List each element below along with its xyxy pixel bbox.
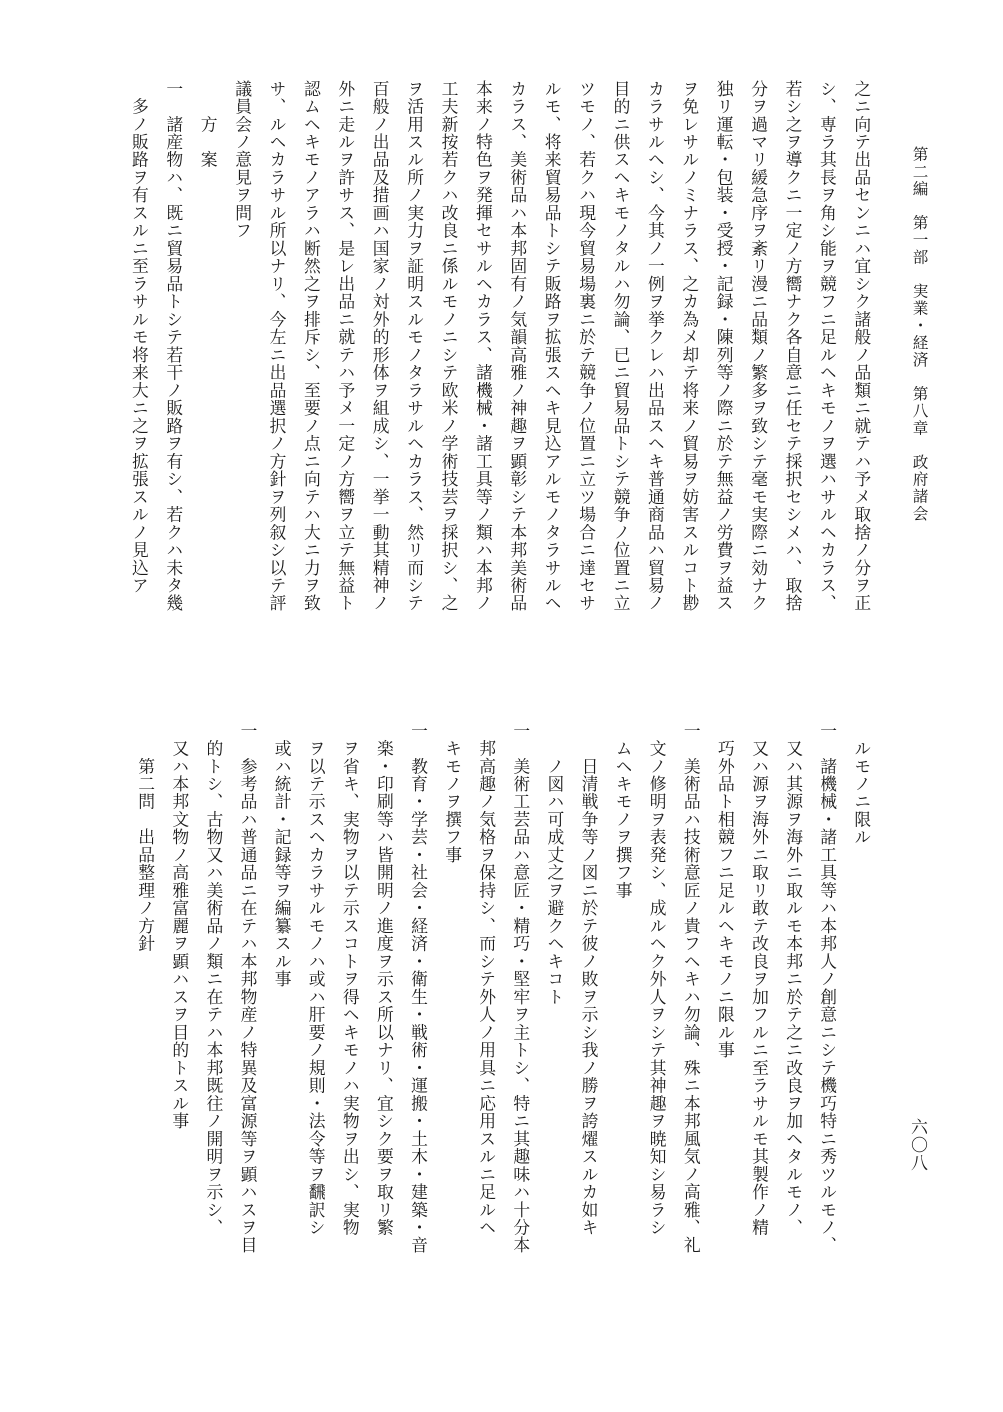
page-number: 六〇八 bbox=[907, 1118, 927, 1172]
text-column: 楽・印刷等ハ皆開明ノ進度ヲ示ス所以ナリ、宜シク要ヲ取リ繁 bbox=[374, 722, 395, 1237]
text-column: 独リ運転・包装・受授・記録・陳列等ノ際ニ於テ無益ノ労費ヲ益ス bbox=[714, 80, 735, 613]
text-column: 一 美術工芸品ハ意匠・精巧・堅牢ヲ主トシ、特ニ其趣味ハ十分本 bbox=[510, 722, 531, 1255]
text-column: 或ハ統計・記録等ヲ編纂スル事 bbox=[272, 722, 293, 989]
page-header: 第二編 第一部 実業・経済 第八章 政府諸会 bbox=[910, 146, 929, 523]
text-column: 方 案 bbox=[198, 80, 219, 169]
text-column: 議員会ノ意見ヲ問フ bbox=[232, 80, 253, 240]
text-column: 又ハ其源ヲ海外ニ取ルモ本邦ニ於テ之ニ改良ヲ加ヘタルモノ、 bbox=[783, 722, 804, 1237]
text-column: シ、専ラ其長ヲ角シ能ヲ競フニ足ルヘキモノヲ選ハサルヘカラス、 bbox=[817, 80, 838, 613]
text-column: 邦高趣ノ気格ヲ保持シ、而シテ外人ノ用具ニ応用スルニ足ルヘ bbox=[476, 722, 497, 1237]
text-column: ルモ、将来貿易品トシテ販路ヲ拡張スヘキ見込アルモノタラサルヘ bbox=[542, 80, 563, 613]
text-column: 百般ノ出品及措画ハ国家ノ対外的形体ヲ組成シ、一挙一動其精神ノ bbox=[370, 80, 391, 613]
text-column: 又ハ本邦文物ノ高雅富麗ヲ顕ハスヲ目的トスル事 bbox=[169, 722, 190, 1131]
text-column: 巧外品ト相競フニ足ルヘキモノニ限ル事 bbox=[715, 722, 736, 1060]
text-column: 又ハ源ヲ海外ニ取リ敢テ改良ヲ加フルニ至ラサルモ其製作ノ精 bbox=[749, 722, 770, 1237]
text-column: 一 美術品ハ技術意匠ノ貴フヘキハ勿論、殊ニ本邦風気ノ高雅、礼 bbox=[681, 722, 702, 1255]
text-column: 日清戦争等ノ図ニ於テ彼ノ敗ヲ示シ我ノ勝ヲ誇燿スルカ如キ bbox=[578, 722, 599, 1237]
text-column: ノ図ハ可成丈之ヲ避クヘキコト bbox=[544, 722, 565, 1006]
text-column: ヲ免レサルノミナラス、之カ為メ却テ将来ノ貿易ヲ妨害スルコト尠 bbox=[679, 80, 700, 613]
text-column: 外ニ走ルヲ許サス、是レ出品ニ就テハ予メ一定ノ方嚮ヲ立テ無益ト bbox=[335, 80, 356, 613]
text-column: 之ニ向テ出品センニハ宜シク諸般ノ品類ニ就テハ予メ取捨ノ分ヲ正 bbox=[851, 80, 872, 613]
text-column: カラス、美術品ハ本邦固有ノ気韻高雅ノ神趣ヲ顕彰シテ本邦美術品 bbox=[507, 80, 528, 613]
text-column: サ、ルヘカラサル所以ナリ、今左ニ出品選択ノ方針ヲ列叙シ以テ評 bbox=[266, 80, 287, 613]
text-column: 多ノ販路ヲ有スルニ至ラサルモ将来大ニ之ヲ拡張スルノ見込ア bbox=[129, 80, 150, 595]
text-column: 一 教育・学芸・社会・経済・衛生・戦術・運搬・土木・建築・音 bbox=[408, 722, 429, 1255]
text-column: ツモノ、若クハ現今貿易場裏ニ於テ競争ノ位置ニ立ツ場合ニ達セサ bbox=[576, 80, 597, 613]
text-column: 的トシ、古物又ハ美術品ノ類ニ在テハ本邦既往ノ開明ヲ示シ、 bbox=[203, 722, 224, 1237]
text-column: キモノヲ撰フ事 bbox=[442, 722, 463, 864]
text-column: カラサルヘシ、今其ノ一例ヲ挙クレハ出品スヘキ普通商品ハ貿易ノ bbox=[645, 80, 666, 613]
text-column: 目的ニ供スヘキモノタルハ勿論、已ニ貿易品トシテ競争ノ位置ニ立 bbox=[610, 80, 631, 613]
text-column: 一 参考品ハ普通品ニ在テハ本邦物産ノ特異及富源等ヲ顕ハスヲ目 bbox=[237, 722, 258, 1255]
text-column: ヲ省キ、実物ヲ以テ示スコトヲ得ヘキモノハ実物ヲ出シ、実物 bbox=[340, 722, 361, 1237]
text-column: ルモノニ限ル bbox=[851, 722, 872, 847]
text-column: 文ノ修明ヲ表発シ、成ルヘク外人ヲシテ其神趣ヲ暁知シ易ラシ bbox=[647, 722, 668, 1237]
text-column: 一 諸機械・諸工具等ハ本邦人ノ創意ニシテ機巧特ニ秀ツルモノ、 bbox=[817, 722, 838, 1255]
text-column: 第二問 出品整理ノ方針 bbox=[135, 722, 156, 953]
text-column: ムヘキモノヲ撰フ事 bbox=[613, 722, 634, 900]
text-column: ヲ以テ示スヘカラサルモノハ或ハ肝要ノ規則・法令等ヲ飜訳シ bbox=[306, 722, 327, 1237]
text-column: 認ムヘキモノアラハ断然之ヲ排斥シ、至要ノ点ニ向テハ大ニ力ヲ致 bbox=[301, 80, 322, 613]
text-column: 若シ之ヲ導クニ一定ノ方嚮ナク各自意ニ任セテ採択セシメハ、取捨 bbox=[782, 80, 803, 613]
text-column: ヲ活用スル所ノ実力ヲ証明スルモノタラサルヘカラス、然リ而シテ bbox=[404, 80, 425, 613]
text-column: 一 諸産物ハ、既ニ貿易品トシテ若干ノ販路ヲ有シ、若クハ未タ幾 bbox=[163, 80, 184, 613]
text-column: 本来ノ特色ヲ発揮セサルヘカラス、諸機械・諸工具等ノ類ハ本邦ノ bbox=[473, 80, 494, 613]
text-column: 分ヲ過マリ緩急序ヲ紊リ漫ニ品類ノ繁多ヲ致シテ毫モ実際ニ効ナク bbox=[748, 80, 769, 613]
text-column: 工夫新按若クハ改良ニ係ルモノニシテ欧米ノ学術技芸ヲ採択シ、之 bbox=[438, 80, 459, 613]
